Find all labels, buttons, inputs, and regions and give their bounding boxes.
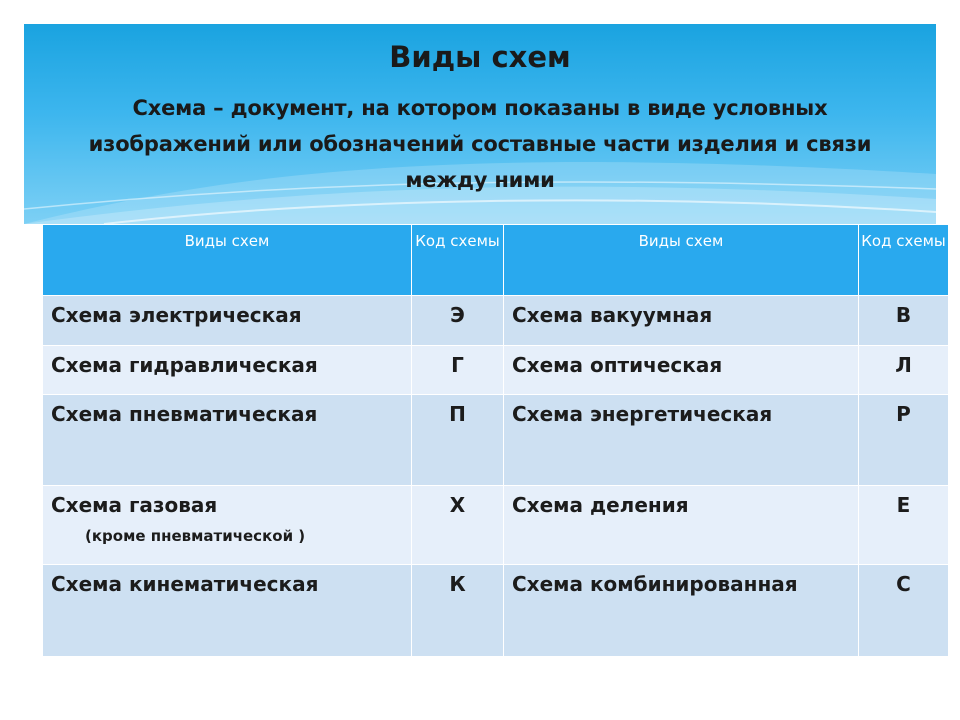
scheme-code: Р [859, 395, 949, 486]
scheme-code: Е [859, 486, 949, 565]
scheme-name-cell [43, 486, 412, 565]
header-scheme-types-2: Виды схем [504, 225, 859, 296]
header-scheme-code-1: Код схемы [412, 225, 504, 296]
table-row [43, 486, 949, 565]
slide-title: Виды схем [389, 40, 571, 74]
scheme-name: Схема пневматическая [43, 395, 412, 486]
scheme-code: В [859, 296, 949, 346]
table-row [43, 296, 949, 346]
table-row [43, 395, 949, 486]
scheme-name: Схема электрическая [43, 296, 412, 346]
scheme-name: Схема деления [504, 486, 859, 565]
scheme-name: Схема кинематическая [43, 565, 412, 657]
scheme-name: Схема оптическая [504, 346, 859, 395]
scheme-name: Схема комбинированная [504, 565, 859, 657]
scheme-code: Л [859, 346, 949, 395]
scheme-code: П [412, 395, 504, 486]
scheme-note: (кроме пневматической ) [85, 527, 306, 545]
scheme-code: С [859, 565, 949, 657]
table-header-row [43, 225, 949, 296]
header-scheme-types-1: Виды схем [43, 225, 412, 296]
scheme-code: К [412, 565, 504, 657]
scheme-name: Схема гидравлическая [43, 346, 412, 395]
slide-definition: Схема – документ, на котором показаны в виде условных изображений или обозначений составные части изделия и связи между ними [88, 96, 872, 192]
scheme-name: Схема вакуумная [504, 296, 859, 346]
scheme-code: Х [412, 486, 504, 565]
header-scheme-code-2: Код схемы [859, 225, 949, 296]
scheme-name: Схема газовая [51, 493, 218, 517]
schemes-table [42, 224, 949, 657]
table-row [43, 346, 949, 395]
scheme-code: Э [412, 296, 504, 346]
scheme-code: Г [412, 346, 504, 395]
table-row [43, 565, 949, 657]
scheme-name: Схема энергетическая [504, 395, 859, 486]
